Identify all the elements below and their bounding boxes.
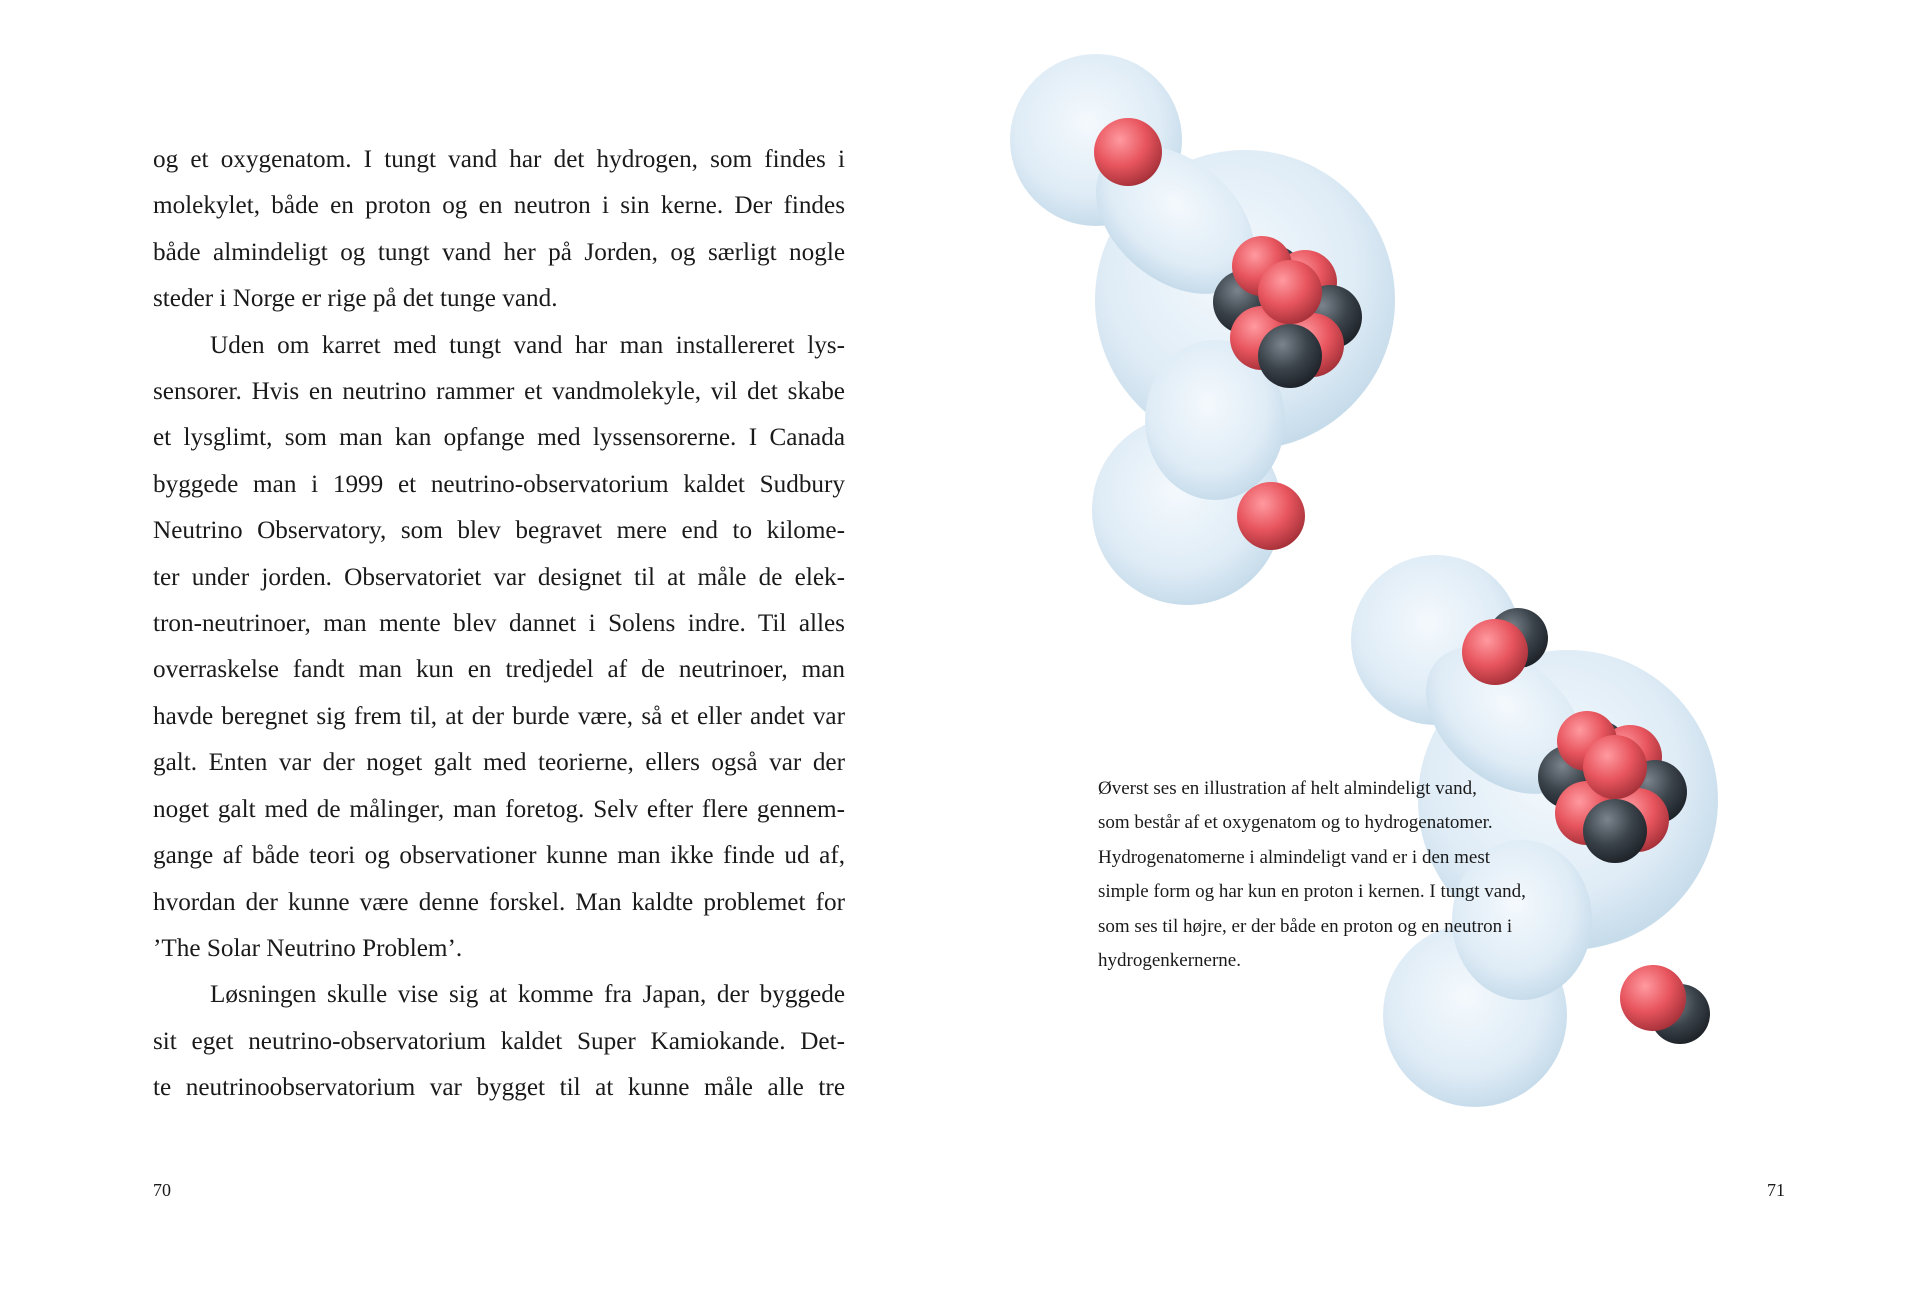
- left-page-body-text: [153, 137, 845, 1112]
- text-line: te neutrinoobservatorium var bygget til at kunne måle alle tre: [153, 1074, 845, 1102]
- text-line: molekylet, både en proton og en neutron i sin kerne. Der findes: [153, 192, 845, 220]
- text-line: både almindeligt og tungt vand her på Jorden, og særligt nogle: [153, 238, 845, 266]
- text-line: sit eget neutrino-observatorium kaldet Super Kamiokande. Det-: [153, 1027, 845, 1055]
- deuterium-proton: [1620, 965, 1686, 1031]
- deuterium-proton: [1462, 619, 1528, 685]
- caption-line: Øverst ses en illustration af helt almindeligt vand,: [1098, 778, 1477, 799]
- text-line: byggede man i 1999 et neutrino-observatorium kaldet Sudbury: [153, 470, 845, 498]
- ordinary-water-molecule: [1010, 54, 1395, 605]
- text-line: steder i Norge er rige på det tunge vand.: [153, 285, 558, 313]
- text-line: noget galt med de målinger, man foretog. Selv efter flere gennem-: [153, 795, 845, 823]
- caption-line: hydrogenkernerne.: [1098, 950, 1241, 972]
- text-line: ter under jorden. Observatoriet var designet til at måle de elek-: [153, 563, 845, 591]
- text-line: gange af både teori og observationer kunne man ikke finde ud af,: [153, 842, 845, 870]
- caption-line: Hydrogenatomerne i almindeligt vand er i den mest: [1098, 846, 1491, 868]
- caption-line: simple form og har kun en proton i kernen. I tungt vand,: [1098, 881, 1526, 903]
- text-line: overraskelse fandt man kun en tredjedel af de neutrinoer, man: [153, 656, 845, 684]
- page-number-right: 71: [1767, 1180, 1785, 1200]
- text-line: ’The Solar Neutrino Problem’.: [153, 934, 463, 962]
- page-number-left: 70: [153, 1180, 171, 1200]
- text-line: og et oxygenatom. I tungt vand har det hydrogen, som findes i: [153, 146, 845, 173]
- text-line: Uden om karret med tungt vand har man installereret lys-: [210, 331, 845, 359]
- text-line: Neutrino Observatory, som blev begravet mere end to kilome-: [153, 517, 845, 545]
- text-line: sensorer. Hvis en neutrino rammer et vandmolekyle, vil det skabe: [153, 378, 845, 406]
- caption-line: som ses til højre, er der både en proton og en neutron i: [1098, 915, 1513, 937]
- text-line: galt. Enten var der noget galt med teorierne, ellers også var der: [153, 749, 845, 777]
- text-line: tron-neutrinoer, man mente blev dannet i Solens indre. Til alles: [153, 610, 845, 638]
- text-line: havde beregnet sig frem til, at der burde være, så et eller andet var: [153, 702, 845, 730]
- text-line: et lysglimt, som man kan opfange med lyssensorerne. I Canada: [153, 424, 845, 452]
- hydrogen-proton: [1094, 118, 1162, 186]
- illustration-caption: [1098, 772, 1618, 978]
- text-line: Løsningen skulle vise sig at komme fra Japan, der byggede: [210, 981, 845, 1009]
- caption-line: som består af et oxygenatom og to hydrogenatomer.: [1098, 812, 1493, 834]
- text-line: hvordan der kunne være denne forskel. Man kaldte problemet for: [153, 888, 845, 916]
- hydrogen-proton: [1237, 482, 1305, 550]
